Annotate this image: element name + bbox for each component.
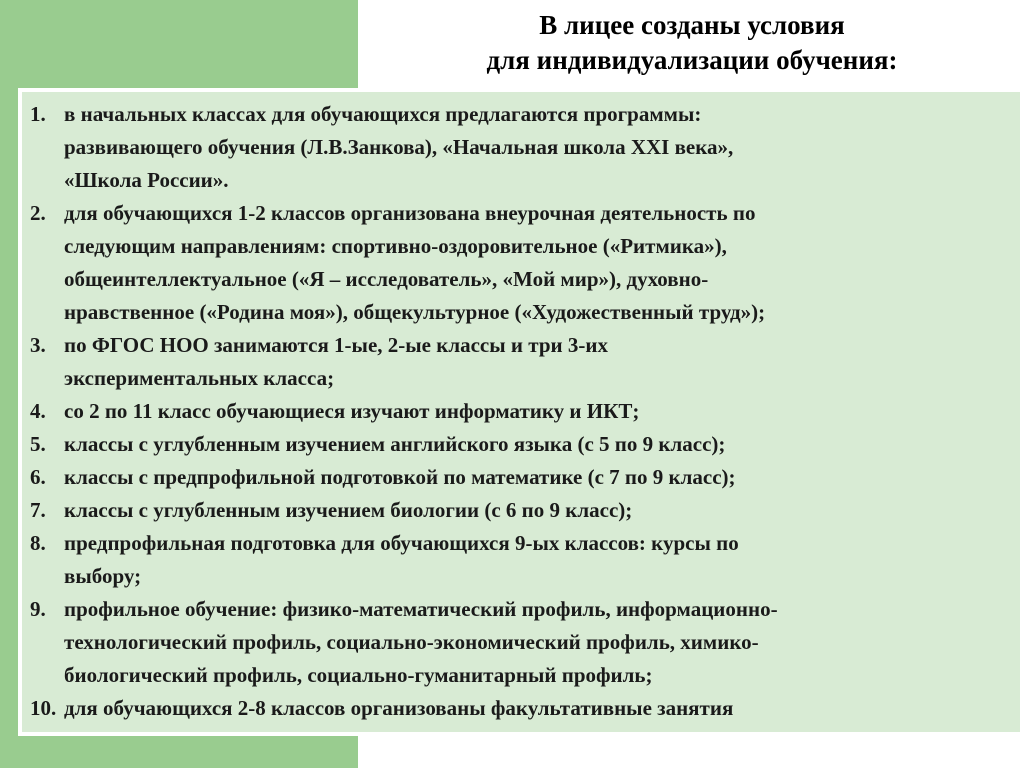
list-item-1 — [30, 98, 1020, 197]
list-item-5 — [30, 428, 1020, 461]
list-item-text-line: в начальных классах для обучающихся предлагаются программы: — [64, 102, 702, 126]
list-item-7 — [30, 494, 1020, 527]
list-item-text-line: нравственное («Родина моя»), общекультурное («Художественный труд»); — [64, 300, 766, 324]
list-item-number: 1. — [30, 102, 46, 126]
content-box — [18, 88, 1024, 736]
title-line-1: В лицее созданы условия — [539, 10, 845, 40]
list-item-8 — [30, 527, 1020, 593]
list-item-number: 5. — [30, 432, 46, 456]
list-item-text-line: для обучающихся 2-8 классов организованы факультативные занятия — [64, 696, 734, 720]
list-item-text-line: классы с углубленным изучением биологии (с 6 по 9 класс); — [64, 498, 633, 522]
list-item-text-line: со 2 по 11 класс обучающиеся изучают информатику и ИКТ; — [64, 399, 640, 423]
list-item-number: 10. — [30, 696, 57, 720]
list-item-6 — [30, 461, 1020, 494]
list-item-3 — [30, 329, 1020, 395]
list-item-text-line: классы с углубленным изучением английского языка (с 5 по 9 класс); — [64, 432, 726, 456]
list-item-text-line: следующим направлениям: спортивно-оздоровительное («Ритмика»), — [64, 234, 727, 258]
list-item-number: 6. — [30, 465, 46, 489]
slide-title — [360, 8, 1024, 78]
list-item-text-line: выбору; — [64, 564, 142, 588]
list-item-4 — [30, 395, 1020, 428]
list-item-text-line: биологический профиль, социально-гуманитарный профиль; — [64, 663, 653, 687]
title-line-2: для индивидуализации обучения: — [486, 45, 898, 75]
list-item-text-line: технологический профиль, социально-экономический профиль, химико- — [64, 630, 759, 654]
list-item-text-line: «Школа России». — [64, 168, 229, 192]
list-item-text-line: для обучающихся 1-2 классов организована внеурочная деятельность по — [64, 201, 756, 225]
list-item-text-line: предпрофильная подготовка для обучающихся 9-ых классов: курсы по — [64, 531, 739, 555]
conditions-list — [30, 98, 1020, 725]
list-item-text-line: экспериментальных класса; — [64, 366, 335, 390]
list-item-number: 7. — [30, 498, 46, 522]
list-item-number: 9. — [30, 597, 46, 621]
list-item-text-line: профильное обучение: физико-математический профиль, информационно- — [64, 597, 778, 621]
list-item-number: 4. — [30, 399, 46, 423]
list-item-text-line: развивающего обучения (Л.В.Занкова), «Начальная школа XXI века», — [64, 135, 734, 159]
list-item-10 — [30, 692, 1020, 725]
list-item-number: 2. — [30, 201, 46, 225]
list-item-text-line: классы с предпрофильной подготовкой по математике (с 7 по 9 класс); — [64, 465, 736, 489]
list-item-number: 8. — [30, 531, 46, 555]
list-item-9 — [30, 593, 1020, 692]
list-item-text-line: общеинтеллектуальное («Я – исследователь», «Мой мир»), духовно- — [64, 267, 709, 291]
list-item-number: 3. — [30, 333, 46, 357]
list-item-2 — [30, 197, 1020, 329]
list-item-text-line: по ФГОС НОО занимаются 1-ые, 2-ые классы и три 3-их — [64, 333, 608, 357]
